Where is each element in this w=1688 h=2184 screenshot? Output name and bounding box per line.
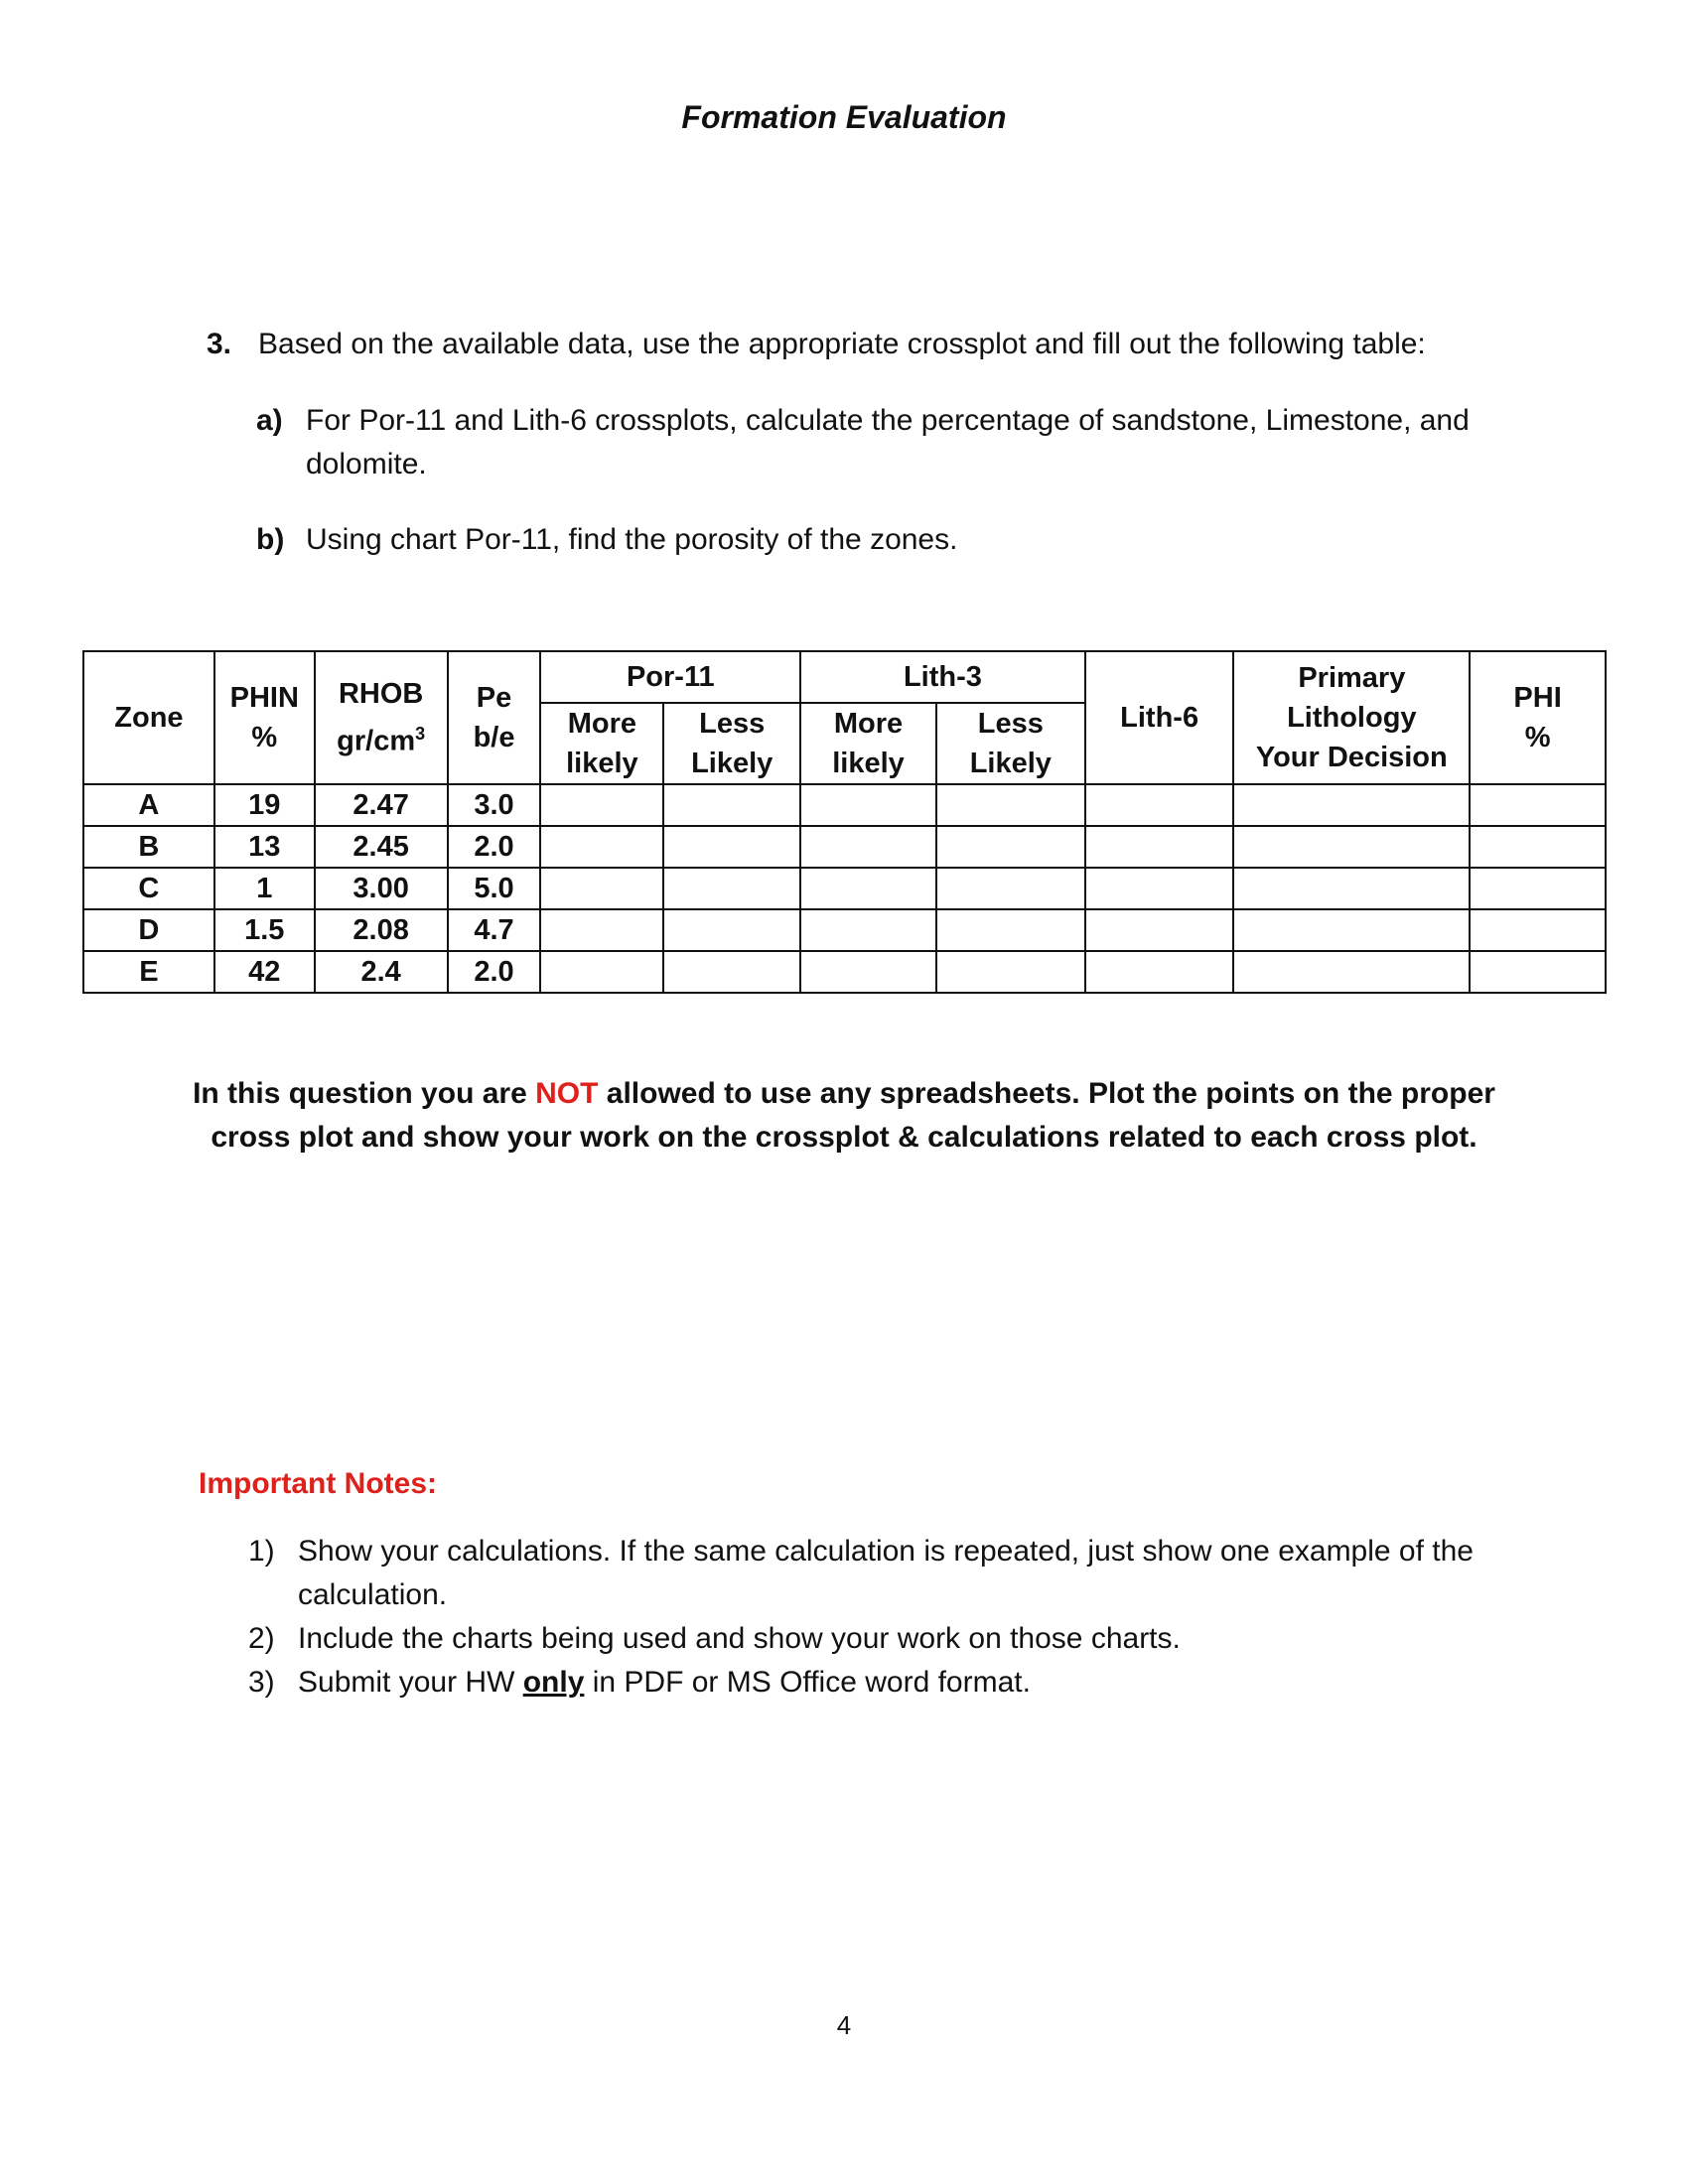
note-item-3: 3) Submit your HW only in PDF or MS Office word format. [248, 1666, 1031, 1699]
phin-cell: 13 [214, 826, 315, 868]
pe-cell: 2.0 [448, 826, 541, 868]
header-phin: PHIN % [214, 651, 315, 784]
pe-cell: 5.0 [448, 868, 541, 909]
header-lith3: Lith-3 [800, 651, 1085, 703]
header-lith6: Lith-6 [1085, 651, 1234, 784]
not-highlight: NOT [535, 1077, 599, 1110]
rhob-cell: 2.45 [315, 826, 448, 868]
table-row [83, 951, 1606, 993]
answer-cell[interactable] [936, 909, 1085, 951]
header-por11: Por-11 [540, 651, 800, 703]
answer-cell[interactable] [1085, 909, 1234, 951]
answer-cell[interactable] [1085, 951, 1234, 993]
header-rhob: RHOB $gr/cm^3$ [315, 651, 448, 784]
zone-cell: B [83, 826, 214, 868]
pe-cell: 3.0 [448, 784, 541, 826]
part-a-label: a) [256, 404, 283, 437]
question-part-b [256, 518, 957, 562]
answer-cell[interactable] [800, 784, 936, 826]
answer-cell[interactable] [540, 784, 663, 826]
only-emphasis: only [522, 1666, 585, 1699]
answer-cell[interactable] [800, 951, 936, 993]
header-por11-less-likely: Less Likely [663, 703, 800, 784]
pe-cell: 2.0 [448, 951, 541, 993]
phin-cell: 1.5 [214, 909, 315, 951]
zone-cell: A [83, 784, 214, 826]
header-phi: PHI % [1470, 651, 1606, 784]
answer-cell[interactable] [663, 951, 800, 993]
answer-cell[interactable] [936, 951, 1085, 993]
table-row [83, 909, 1606, 951]
answer-cell[interactable] [540, 868, 663, 909]
answer-cell[interactable] [1085, 868, 1234, 909]
table-row [83, 868, 1606, 909]
question-3 [207, 323, 1426, 366]
answer-cell[interactable] [800, 909, 936, 951]
answer-cell[interactable] [1085, 826, 1234, 868]
pe-cell: 4.7 [448, 909, 541, 951]
answer-cell[interactable] [800, 868, 936, 909]
answer-cell[interactable] [1085, 784, 1234, 826]
phin-cell: 19 [214, 784, 315, 826]
header-lith3-less-likely: Less Likely [936, 703, 1085, 784]
answer-cell[interactable] [540, 951, 663, 993]
note-item-2: 2) Include the charts being used and show your work on those charts. [248, 1622, 1181, 1655]
answer-cell[interactable] [800, 826, 936, 868]
rhob-cell: 2.4 [315, 951, 448, 993]
answer-cell[interactable] [1233, 909, 1470, 951]
answer-cell[interactable] [1233, 826, 1470, 868]
page-title: Formation Evaluation [681, 99, 1007, 135]
answer-cell[interactable] [1470, 868, 1606, 909]
header-primary-lithology: Primary Lithology Your Decision [1233, 651, 1470, 784]
answer-cell[interactable] [1470, 951, 1606, 993]
answer-cell[interactable] [1233, 951, 1470, 993]
phin-cell: 1 [214, 868, 315, 909]
answer-cell[interactable] [663, 868, 800, 909]
header-lith3-more-likely: More likely [800, 703, 936, 784]
rhob-cell: 2.08 [315, 909, 448, 951]
question-number: 3. [207, 328, 232, 360]
answer-cell[interactable] [663, 909, 800, 951]
answer-cell[interactable] [540, 826, 663, 868]
rhob-cell: 3.00 [315, 868, 448, 909]
part-b-text: Using chart Por-11, find the porosity of the zones. [306, 523, 958, 556]
question-text: Based on the available data, use the appropriate crossplot and fill out the following table: [258, 328, 1426, 360]
header-pe: Pe b/e [448, 651, 541, 784]
zone-cell: C [83, 868, 214, 909]
table-row [83, 784, 1606, 826]
zone-cell: D [83, 909, 214, 951]
answer-cell[interactable] [1470, 826, 1606, 868]
header-por11-more-likely: More likely [540, 703, 663, 784]
part-a-text-line2: dolomite. [306, 448, 427, 480]
zone-cell: E [83, 951, 214, 993]
answer-cell[interactable] [1470, 784, 1606, 826]
rhob-cell: 2.47 [315, 784, 448, 826]
zone-data-table [82, 650, 1607, 994]
note-item-1: 1) Show your calculations. If the same calculation is repeated, just show one example of the calculation. [248, 1535, 1474, 1611]
answer-cell[interactable] [936, 784, 1085, 826]
phin-cell: 42 [214, 951, 315, 993]
answer-cell[interactable] [1233, 868, 1470, 909]
answer-cell[interactable] [540, 909, 663, 951]
answer-cell[interactable] [663, 784, 800, 826]
page-number: 4 [836, 2010, 852, 2040]
table-row [83, 826, 1606, 868]
part-a-text-line1: For Por-11 and Lith-6 crossplots, calculate the percentage of sandstone, Limestone, and [306, 404, 1470, 437]
header-zone: Zone [83, 651, 214, 784]
answer-cell[interactable] [936, 868, 1085, 909]
answer-cell[interactable] [663, 826, 800, 868]
important-notes-title: Important Notes: [199, 1467, 437, 1500]
answer-cell[interactable] [1470, 909, 1606, 951]
spreadsheet-warning: In this question you are NOT allowed to use any spreadsheets. Plot the points on the proper cross plot and show your work on the crossplot & calculations related to each cross plot. [193, 1077, 1495, 1154]
question-part-a [256, 399, 1547, 486]
answer-cell[interactable] [936, 826, 1085, 868]
part-b-label: b) [256, 523, 285, 556]
answer-cell[interactable] [1233, 784, 1470, 826]
